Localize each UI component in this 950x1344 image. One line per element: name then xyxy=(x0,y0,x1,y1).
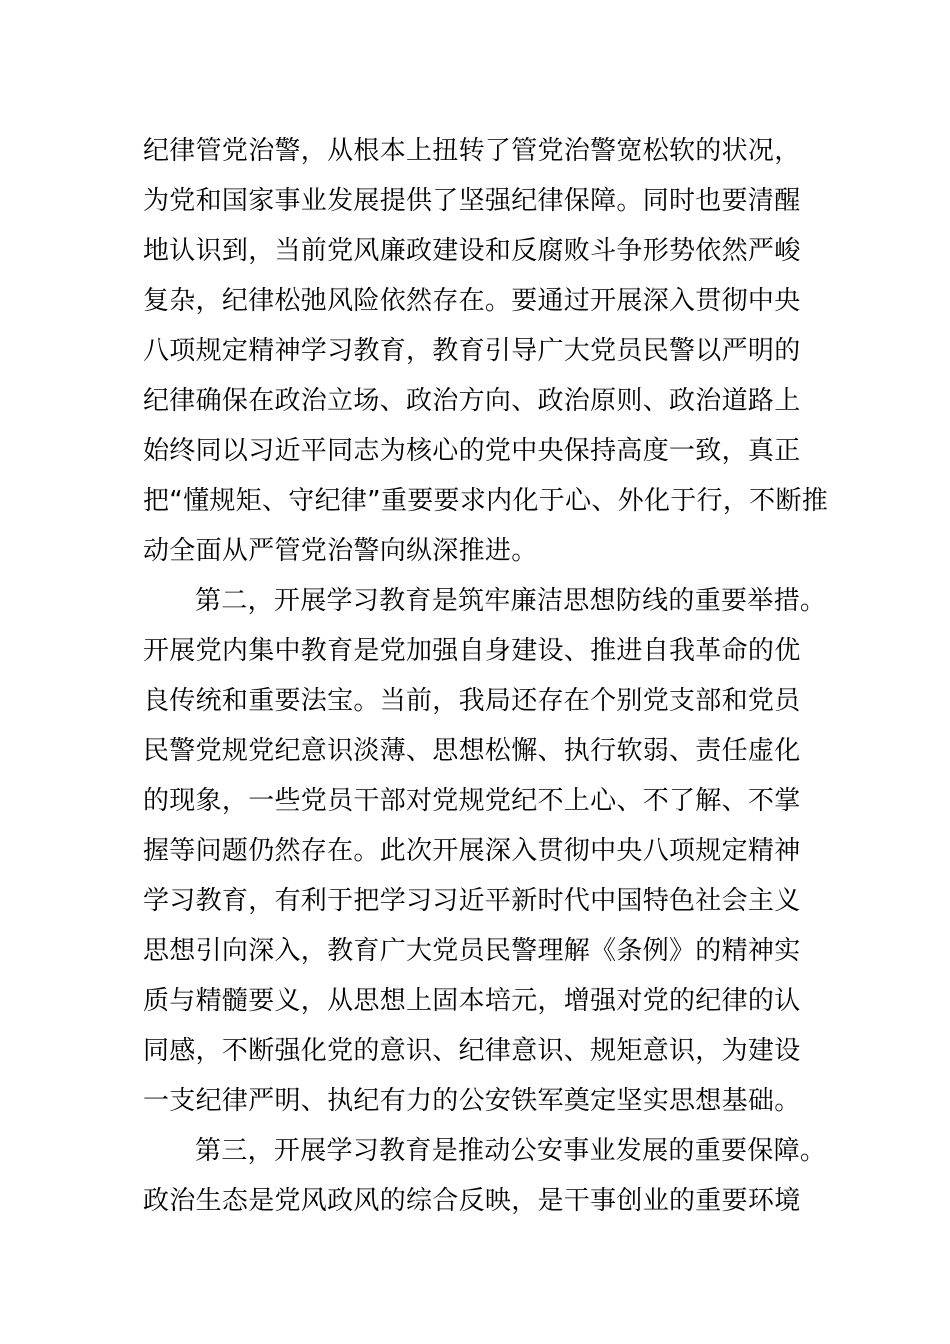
text-line: 同感，不断强化党的意识、纪律意识、规矩意识，为建设 xyxy=(143,1036,801,1066)
text-line: 开展党内集中教育是党加强自身建设、推进自我革命的优 xyxy=(143,636,801,666)
text-line: 复杂，纪律松弛风险依然存在。要通过开展深入贯彻中央 xyxy=(143,286,801,316)
document-body xyxy=(143,126,843,1226)
text-line: 八项规定精神学习教育，教育引导广大党员民警以严明的 xyxy=(143,336,801,366)
paragraph-start-line: 第二，开展学习教育是筑牢廉洁思想防线的重要举措。 xyxy=(195,586,827,616)
text-line: 良传统和重要法宝。当前，我局还存在个别党支部和党员 xyxy=(143,686,801,716)
text-line: 学习教育，有利于把学习习近平新时代中国特色社会主义 xyxy=(143,886,801,916)
text-line: 动全面从严管党治警向纵深推进。 xyxy=(143,536,538,566)
text-line: 民警党规党纪意识淡薄、思想松懈、执行软弱、责任虚化 xyxy=(143,736,801,766)
text-line: 地认识到，当前党风廉政建设和反腐败斗争形势依然严峻 xyxy=(143,236,801,266)
text-line: 为党和国家事业发展提供了坚强纪律保障。同时也要清醒 xyxy=(143,186,801,216)
text-line: 握等问题仍然存在。此次开展深入贯彻中央八项规定精神 xyxy=(143,836,801,866)
text-line: 质与精髓要义，从思想上固本培元，增强对党的纪律的认 xyxy=(143,986,801,1016)
text-line: 的现象，一些党员干部对党规党纪不上心、不了解、不掌 xyxy=(143,786,801,816)
text-line: 把“懂规矩、守纪律”重要要求内化于心、外化于行，不断推 xyxy=(143,486,829,516)
text-line: 始终同以习近平同志为核心的党中央保持高度一致，真正 xyxy=(143,436,801,466)
text-line: 思想引向深入，教育广大党员民警理解《条例》的精神实 xyxy=(143,936,801,966)
text-line: 纪律确保在政治立场、政治方向、政治原则、政治道路上 xyxy=(143,386,801,416)
text-line: 纪律管党治警，从根本上扭转了管党治警宽松软的状况， xyxy=(143,136,801,166)
paragraph-start-line: 第三，开展学习教育是推动公安事业发展的重要保障。 xyxy=(195,1136,827,1166)
text-line: 一支纪律严明、执纪有力的公安铁军奠定坚实思想基础。 xyxy=(143,1086,801,1116)
text-line: 政治生态是党风政风的综合反映，是干事创业的重要环境 xyxy=(143,1186,801,1216)
